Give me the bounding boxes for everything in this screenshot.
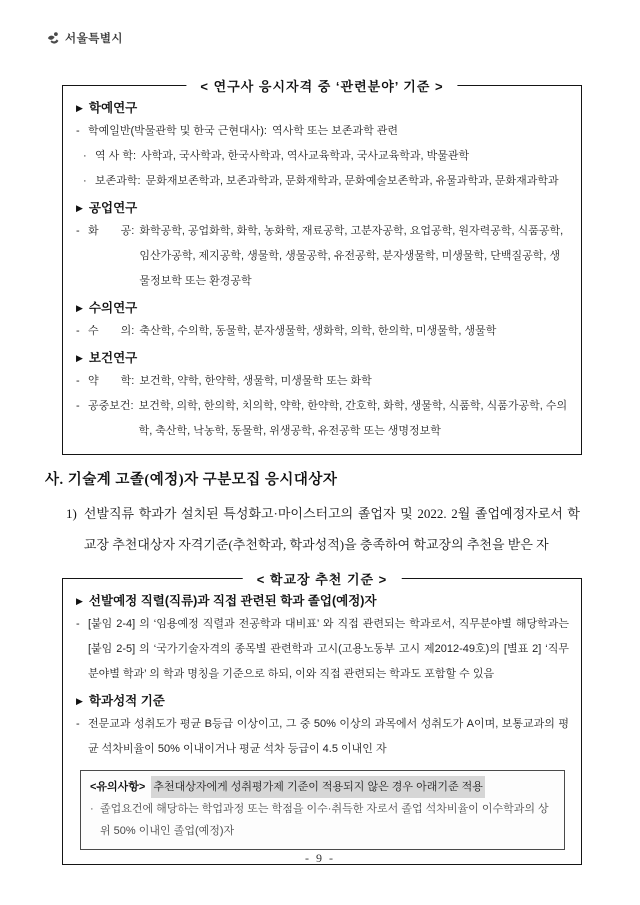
line-marker: - [76, 375, 80, 387]
section-heading-text: 선발예정 직렬(직류)과 직접 관련된 학과 졸업(예정)자 [88, 594, 377, 608]
line-text: 졸업요건에 해당하는 학업과정 또는 학점을 이수·취득한 자로서 졸업 석차비율이 이수학과의 상위 50% 이내인 졸업(예정)자 [100, 803, 549, 837]
field-line [76, 369, 569, 394]
line-marker: - [76, 325, 80, 337]
box1-body [63, 86, 581, 454]
line-text: 보건학, 약학, 한약학, 생물학, 미생물학 또는 화학 [139, 375, 372, 387]
section-heading [76, 348, 569, 369]
line-text: [붙임 2-4] 의 ‘임용예정 직렬과 전공학과 대비표’ 와 직접 관련되는 학과로서, 직무분야별 해당학과는 [붙임 2-5] 의 ‘국가기술자격의 종목별 관련학과 고시(고용노동부 고시 제2012-49호)의 [별표 2] ‘직무분야별 학과’ 의 학과 명칭을 기준으로 하되, 이와 직접 관련되는 학과도 포함할 수 있음 [88, 618, 569, 680]
section-heading [76, 198, 569, 219]
box2-title: < 학교장 추천 기준 > [243, 569, 402, 588]
section-heading-text: 학예연구 [88, 101, 138, 115]
line-label: 약 학: [88, 375, 135, 387]
notice-highlighted-text: 추천대상자에게 성취평가제 기준이 적용되지 않은 경우 아래기준 적용 [151, 776, 485, 798]
line-label: 보존과학: [95, 175, 141, 187]
line-label: 화 공: [88, 225, 135, 237]
line-label: 학예일반(박물관학 및 한국 근현대사): [88, 125, 267, 137]
line-marker: - [76, 618, 80, 630]
triangle-bullet-icon: ▶ [76, 303, 83, 313]
line-marker: - [76, 718, 80, 730]
field-line [76, 319, 569, 344]
field-line [83, 144, 569, 169]
line-text: 화학공학, 공업화학, 화학, 농화학, 재료공학, 고분자공학, 요업공학, 원자력공학, 식품공학, 임산가공학, 제지공학, 생물학, 생물공학, 유전공학, 분자생물학, 미생물학, 단백질공학, 생물정보학 또는 환경공학 [139, 225, 564, 287]
line-marker: - [76, 125, 80, 137]
field-line [76, 394, 569, 444]
seoul-logo [46, 30, 123, 46]
triangle-bullet-icon: ▶ [76, 696, 83, 706]
triangle-bullet-icon: ▶ [76, 203, 83, 213]
section-grade-criteria [76, 691, 569, 762]
triangle-bullet-icon: ▶ [76, 353, 83, 363]
notice-detail-line [90, 798, 555, 842]
section-heading [76, 298, 569, 319]
line-marker: - [76, 225, 80, 237]
line-text: 사학과, 국사학과, 한국사학과, 역사교육학과, 국사교육학과, 박물관학 [141, 150, 470, 162]
line-text: 문화재보존학과, 보존과학과, 문화재학과, 문화예술보존학과, 유물과학과, 문화재과학과 [145, 175, 559, 187]
field-line [76, 119, 569, 144]
box2-body [63, 579, 581, 864]
line-text: 역사학 또는 보존과학 관련 [271, 125, 399, 137]
criteria-line [76, 712, 569, 762]
section-heading-text: 공업연구 [88, 201, 138, 215]
section-heading-text: 수의연구 [88, 301, 138, 315]
line-text: 축산학, 수의학, 동물학, 분자생물학, 생화학, 의학, 한의학, 미생물학, 생물학 [139, 325, 497, 337]
field-line [76, 219, 569, 294]
triangle-bullet-icon: ▶ [76, 103, 83, 113]
section-related-major [76, 591, 569, 687]
item-text: 선발직류 학과가 설치된 특성화고·마이스터고의 졸업자 및 2022. 2월 졸업예정자로서 학교장 추천대상자 자격기준(추천학과, 학과성적)을 충족하여 학교장의 추천을 받은 자 [83, 506, 580, 552]
notice-header-line [90, 776, 555, 798]
seoul-city-icon [46, 31, 61, 46]
line-label: 공중보건: [88, 400, 134, 412]
line-marker: · [83, 150, 87, 162]
line-label: 역 사 학: [95, 150, 137, 162]
research-criteria-box [62, 79, 582, 455]
line-marker: - [76, 400, 80, 412]
logo-text: 서울특별시 [65, 33, 124, 45]
notice-label: <유의사항> [90, 781, 146, 793]
main-section-heading: 사. 기술계 고졸(예정)자 구분모집 응시대상자 [45, 472, 338, 488]
section-heading-text: 학과성적 기준 [88, 694, 165, 708]
line-text: 전문교과 성취도가 평균 B등급 이상이고, 그 중 50% 이상의 과목에서 성취도가 A이며, 보통교과의 평균 석차비율이 50% 이내이거나 평균 석차 등급이 4.5 이내인 자 [88, 718, 569, 755]
section-suui [76, 298, 569, 344]
page-number: - 9 - [305, 851, 335, 865]
section-heading [76, 98, 569, 119]
criteria-line [76, 612, 569, 687]
line-text: 보건학, 의학, 한의학, 치의학, 약학, 한약학, 간호학, 화학, 생물학, 식품학, 식품가공학, 수의학, 축산학, 낙농학, 동물학, 위생공학, 유전공학 또는 생명정보학 [138, 400, 568, 437]
field-line [83, 169, 569, 194]
section-bogun [76, 348, 569, 444]
line-marker: · [90, 803, 94, 815]
notice-box [80, 770, 565, 850]
section-heading [76, 691, 569, 712]
box1-title: < 연구사 응시자격 중 ‘관련분야’ 기준 > [186, 76, 457, 95]
item-number: 1) [66, 506, 77, 521]
section-heading-text: 보건연구 [88, 351, 138, 365]
line-marker: · [83, 175, 87, 187]
line-label: 수 의: [88, 325, 135, 337]
recommendation-criteria-box [62, 572, 582, 865]
section-heading [76, 591, 569, 612]
triangle-bullet-icon: ▶ [76, 596, 83, 606]
section-gongup [76, 198, 569, 294]
section-hakye [76, 98, 569, 194]
numbered-paragraph [66, 498, 580, 560]
